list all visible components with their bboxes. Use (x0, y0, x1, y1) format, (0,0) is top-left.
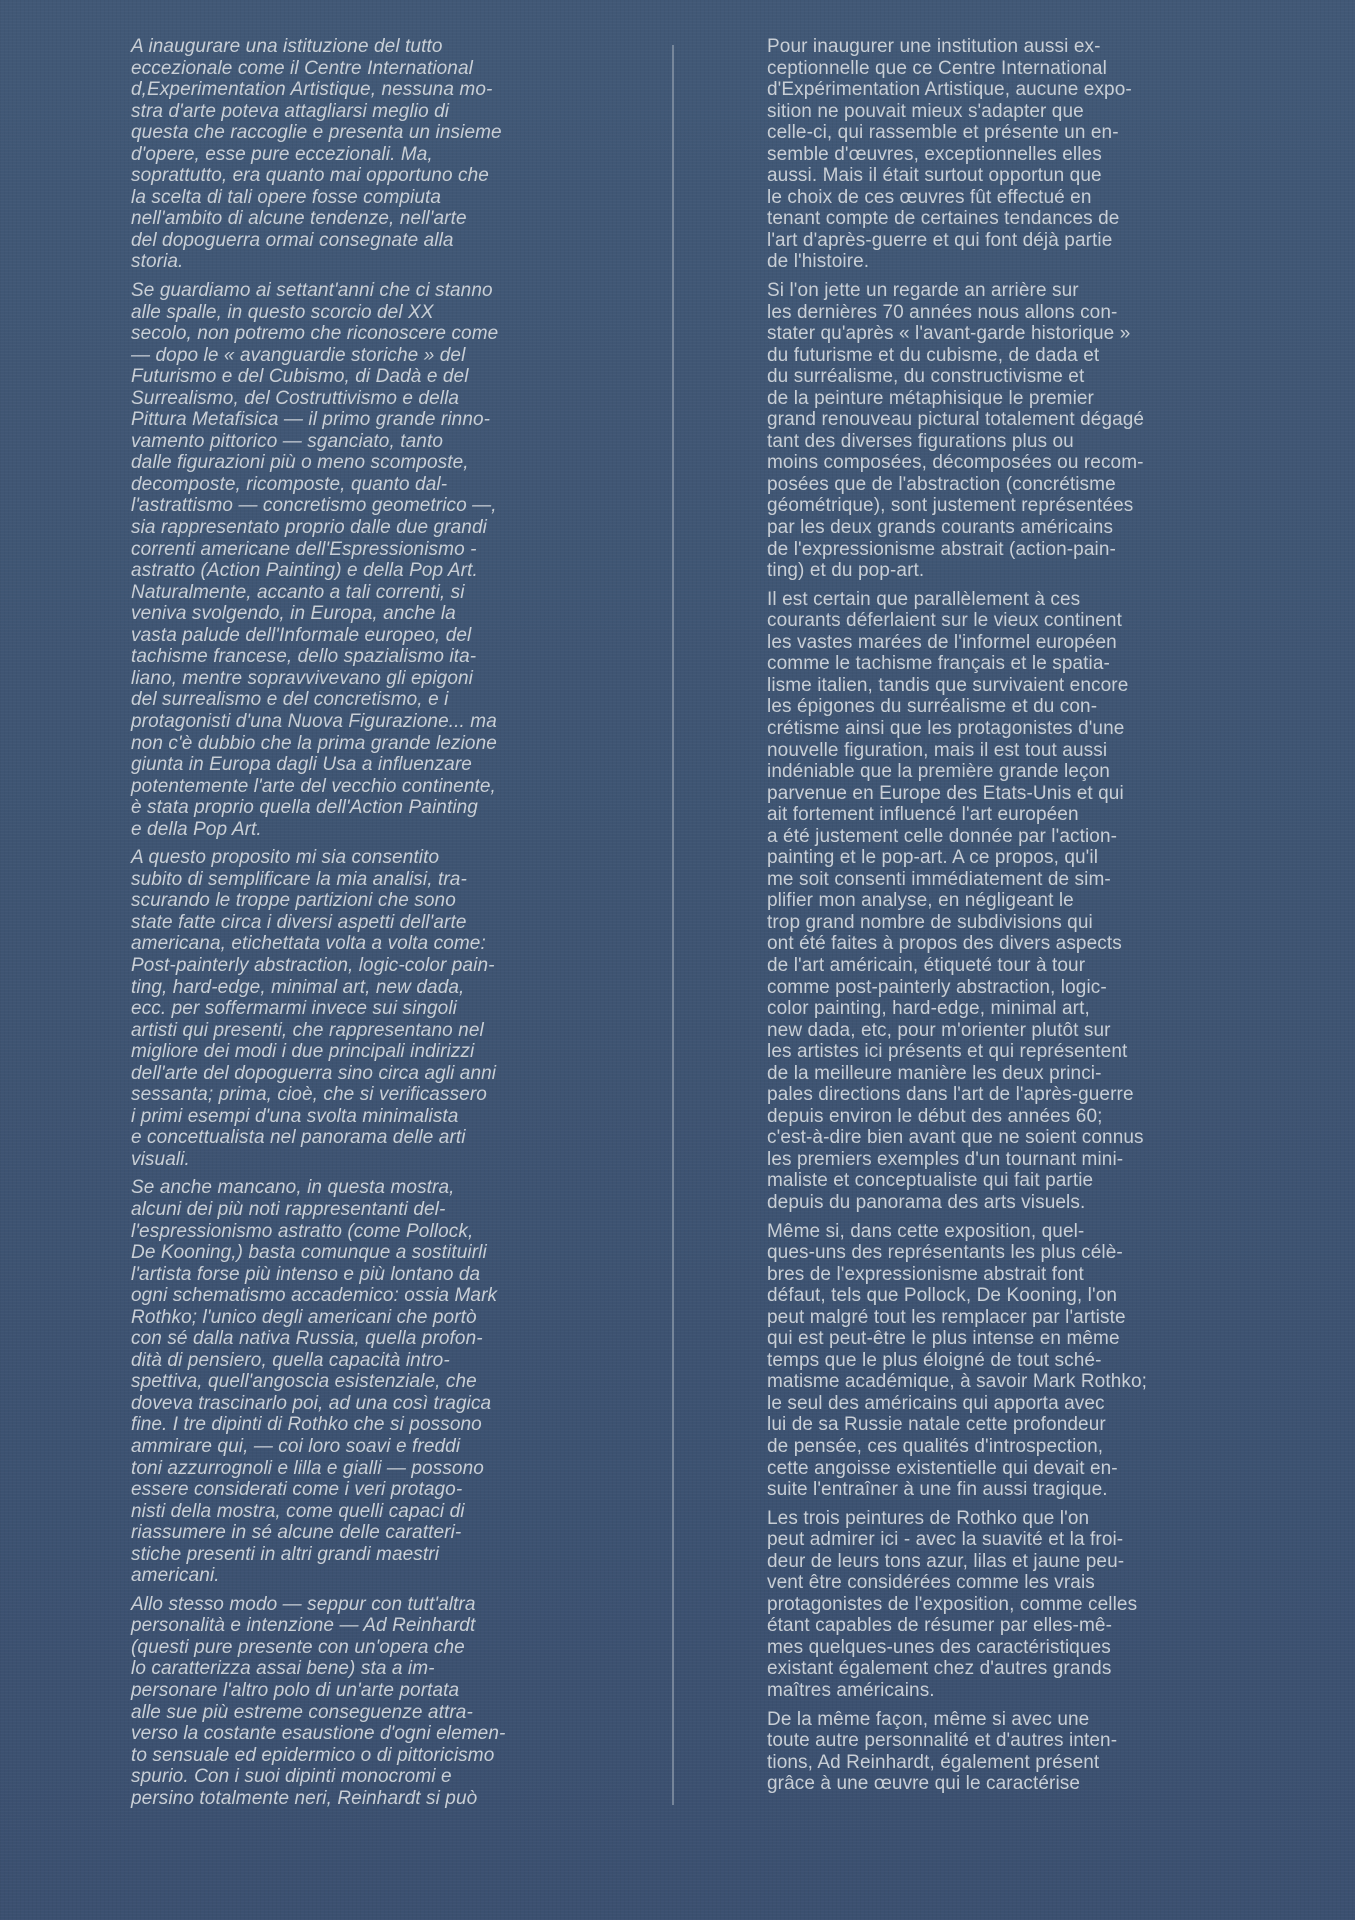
italian-column (131, 36, 571, 1816)
italian-paragraph-1: A inaugurare una istituzione del tutto eccezionale come il Centre International d,Experimentation Artistique, nessuna mo- stra d'arte poteva attagliarsi meglio di questa che raccoglie e presenta un insieme d'opere, esse pure eccezionali. Ma, soprattutto, era quanto mai opportuno che la scelta di tali opere fosse compiuta nell'ambito di alcune tendenze, nell'arte del dopoguerra ormai consegnate alla storia. (131, 36, 502, 273)
french-paragraph-2: Si l'on jette un regarde an arrière sur les dernières 70 années nous allons con- stater qu'après « l'avant-garde historique » du futurisme et du cubisme, de dada et du surréalisme, du constructivisme et de la peinture métaphisique le premier grand renouveau pictural totalement dégagé tant des diverses figurations plus ou moins composées, décomposées ou recom- posées que de l'abstraction (concrétisme géométrique), sont justement représentées par les deux grands courants américains de l'expressionisme abstrait (action-pain- ting) et du pop-art. (767, 280, 1145, 582)
french-column (767, 36, 1205, 1802)
italian-paragraph-5: Allo stesso modo — seppur con tutt'altra personalità e intenzione — Ad Reinhardt (questi pure presente con un'opera che lo caratterizza assai bene) sta a im- personare l'altro polo di un'arte portata alle sue più estreme conseguenze attra- verso la costante esaustione d'ogni elemen- to sensuale ed epidermico o di pittoricismo spurio. Con i suoi dipinti monocromi e persino totalmente neri, Reinhardt si può (131, 1593, 506, 1809)
column-divider (672, 45, 674, 1805)
italian-paragraph-3: A questo proposito mi sia consentito subito di semplificare la mia analisi, tra- scurando le troppe partizioni che sono state fatte circa i diversi aspetti dell'arte americana, etichettata volta a volta come: Post-painterly abstraction, logic-color pain- ting, hard-edge, minimal art, new dada, ecc. per soffermarmi invece sui singoli artisti qui presenti, che rappresentano nel migliore dei modi i due principali indirizzi dell'arte del dopoguerra sino circa agli anni sessanta; prima, cioè, che si verificassero i primi esempi d'una svolta minimalista e concettualista nel panorama delle arti visuali. (131, 847, 497, 1170)
french-paragraph-5: Les trois peintures de Rothko que l'on peut admirer ici - avec la suavité et la froi- deur de leurs tons azur, lilas et jaune peu- vent être considérées comme les vrais protagonistes de l'exposition, comme celles étant capables de résumer par elles-mê- mes quelques-unes des caractéristiques existant également chez d'autres grands maîtres américains. (767, 1507, 1138, 1702)
french-paragraph-3: Il est certain que parallèlement à ces courants déferlaient sur le vieux continent les vastes marées de l'informel européen comme le tachisme français et le spatia- lisme italien, tandis que survivaient encore les épigones du surréalisme et du con- crétisme ainsi que les protagonistes d'une nouvelle figuration, mais il est tout aussi indéniable que la première grande leçon parvenue en Europe des Etats-Unis et qui ait fortement influencé l'art européen a été justement celle donnée par l'action- painting et le pop-art. A ce propos, qu'il me soit consenti immédiatement de sim- plifier mon analyse, en négligeant le trop grand nombre de subdivisions qui ont été faites à propos des divers aspects de l'art américain, étiqueté tour à tour comme post-painterly abstraction, logic- color painting, hard-edge, minimal art, new dada, etc, pour m'orienter plutôt sur les artistes ici présents et qui représentent de la meilleure manière les deux princi- pales directions dans l'art de l'après-guerre depuis environ le début des années 60; c'est-à-dire bien avant que ne soient connus les premiers exemples d'un tournant mini- maliste et conceptualiste qui fait partie depuis du panorama des arts visuels. (767, 588, 1144, 1213)
french-paragraph-6: De la même façon, même si avec une toute autre personnalité et d'autres inten- tions, Ad Reinhardt, également présent grâce à une œuvre qui le caractérise (767, 1708, 1118, 1795)
french-paragraph-1: Pour inaugurer une institution aussi ex- ceptionnelle que ce Centre International d'Expérimentation Artistique, aucune expo- sition ne pouvait mieux s'adapter que celle-ci, qui rassemble et présente un en- semble d'œuvres, exceptionnelles elles aussi. Mais il était surtout opportun que le choix de ces œuvres fût effectué en tenant compte de certaines tendances de l'art d'après-guerre et qui font déjà partie de l'histoire. (767, 36, 1132, 273)
italian-paragraph-4: Se anche mancano, in questa mostra, alcuni dei più noti rappresentanti del- l'espressionismo astratto (come Pollock, De Kooning,) basta comunque a sostituirli l'artista forse più intenso e più lontano da ogni schematismo accademico: ossia Mark Rothko; l'unico degli americani che portò con sé dalla nativa Russia, quella profon- dità di pensiero, quella capacità intro- spettiva, quell'angoscia esistenziale, che doveva trascinarlo poi, ad una così tragica fine. I tre dipinti di Rothko che si possono ammirare qui, — coi loro soavi e freddi toni azzurrognoli e lilla e gialli — possono essere considerati come i veri protago- nisti della mostra, come quelli capaci di riassumere in sé alcune delle caratteri- stiche presenti in altri grandi maestri americani. (131, 1177, 498, 1587)
italian-paragraph-2: Se guardiamo ai settant'anni che ci stanno alle spalle, in questo scorcio del XX secolo, non potremo che riconoscere come — dopo le « avanguardie storiche » del Futurismo e del Cubismo, di Dadà e del Surrealismo, del Costruttivismo e della Pittura Metafisica — il primo grande rinno- vamento pittorico — sganciato, tanto dalle figurazioni più o meno scomposte, decomposte, ricomposte, quanto dal- l'astrattismo — concretismo geometrico —, sia rappresentato proprio dalle due grandi correnti americane dell'Espressionismo - astratto (Action Painting) e della Pop Art. Naturalmente, accanto a tali correnti, si veniva svolgendo, in Europa, anche la vasta palude dell'Informale europeo, del tachisme francese, dello spazialismo ita- liano, mentre sopravvivevano gli epigoni del surrealismo e del concretismo, e i protagonisti d'una Nuova Figurazione... ma non c'è dubbio che la prima grande lezione giunta in Europa dagli Usa a influenzare potentemente l'arte del vecchio continente, è stata proprio quella dell'Action Painting e della Pop Art. (131, 280, 499, 840)
french-paragraph-4: Même si, dans cette exposition, quel- ques-uns des représentants les plus célè- bres de l'expressionisme abstrait font défaut, tels que Pollock, De Kooning, l'on peut malgré tout les remplacer par l'artiste qui est peut-être le plus intense en même temps que le plus éloigné de tout sché- matisme académique, à savoir Mark Rothko; le seul des américains qui apporta avec lui de sa Russie natale cette profondeur de pensée, ces qualités d'introspection, cette angoisse existentielle qui devait en- suite l'entraîner à une fin aussi tragique. (767, 1220, 1148, 1501)
